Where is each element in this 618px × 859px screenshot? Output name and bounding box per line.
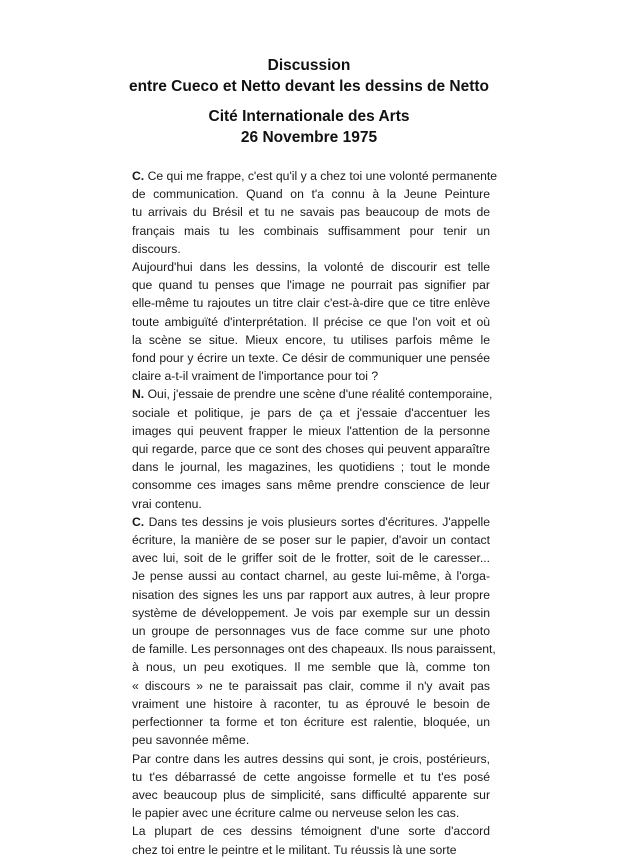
speaker-initial: C. [132,169,145,183]
text-line [132,258,490,276]
text-line [132,695,490,713]
line-text: images qui peuvent frapper le mieux l'attention de la personne [132,423,490,438]
line-text: à nous, un peu exotiques. Il me semble que là, comme ton [132,660,490,675]
line-text: avec beaucoup plus de simplicité, sans difficulté apparente sur [132,787,490,802]
line-text: La plupart de ces dessins témoignent d'une sorte d'accord [132,824,490,839]
speaker-initial: C. [132,514,145,529]
line-text: Je pense aussi au contact charnel, au geste lui-même, à l'orga- [132,569,490,584]
line-text: Ce qui me frappe, c'est qu'il y a chez toi une volonté permanente [144,169,498,183]
text-line [132,640,496,658]
title-line-2: entre Cueco et Netto devant les dessins de Netto [128,78,490,95]
paragraph [132,822,490,858]
text-line [132,531,490,549]
line-text: claire a-t-il vraiment de l'importance pour toi ? [132,369,379,384]
line-text: que quand tu penses que l'image ne pourrait pas signifier par [132,278,490,293]
line-text: dans le journal, les magazines, les quotidiens ; tout le monde [132,460,490,475]
line-text: Par contre dans les autres dessins qui sont, je crois, postérieurs, [132,751,490,766]
text-line [132,731,490,749]
line-text: chez toi entre le peintre et le militant. Tu réussis là une sorte [132,842,457,857]
line-text: écriture, la manière de se poser sur le papier, d'avoir un contact [132,533,490,548]
line-text: système de développement. Je vois par exemple sur un dessin [132,605,490,620]
paragraph [132,513,496,750]
line-text: fond pour y écrire un texte. Ce désir de communiquer une pensée [132,351,490,366]
text-line [132,331,490,349]
paragraph [132,385,493,512]
line-text: vraiment une histoire à raconter, tu as éprouvé le besoin de [132,696,490,711]
date-line: 26 Novembre 1975 [240,129,378,146]
text-line [132,513,490,531]
paragraph [132,750,490,823]
line-text: perfectionner ta forme et ton écriture est ralentie, bloquée, un [132,715,490,730]
text-line [132,804,490,822]
text-line [132,495,490,513]
line-text: tu t'es débarrassé de cette angoisse formelle et tu t'es posé [132,769,490,784]
line-text: consomme ces images sans même prendre conscience de leur [132,478,490,493]
text-line [132,458,490,476]
text-line [132,222,490,240]
paragraph [132,258,490,385]
line-text: peu savonnée même. [132,733,250,748]
title-line-1: Discussion [267,57,351,74]
line-text: la scène se situe. Mieux encore, tu utilises parfois même le [132,332,490,347]
paragraph [132,167,498,258]
line-text: français mais tu les combinais suffisamment pour tenir un [132,223,490,238]
line-text: toute ambiguïté d'interprétation. Il précise ce que l'on voit et où [132,314,490,329]
text-line [132,750,490,768]
line-text: tu arrivais du Brésil et tu ne savais pas beaucoup de mots de [132,205,490,220]
text-line [132,385,493,403]
text-line [132,367,490,385]
line-text: Dans tes dessins je vois plusieurs sortes d'écritures. J'appelle [144,514,490,529]
text-line [132,167,498,185]
text-line [132,276,490,294]
text-line [132,240,490,258]
text-line [132,422,490,440]
text-line [132,567,490,585]
line-text: sociale et politique, je pars de ça et j'essaie d'accentuer les [132,405,490,420]
text-line [132,203,490,221]
line-text: Aujourd'hui dans les dessins, la volonté de discourir est telle [132,260,490,275]
text-line [132,586,490,604]
line-text: nisation des signes les uns par rapport aux autres, à leur propre [132,587,490,602]
line-text: de famille. Les personnages ont des chapeaux. Ils nous paraissent, [132,642,496,657]
text-line [132,677,490,695]
line-text: avec lui, soit de le griffer soit de le frotter, soit de le caresser... [132,551,490,566]
text-line [132,768,490,786]
text-line [132,658,490,676]
line-text: le papier avec une écriture calme ou nerveuse selon les cas. [132,806,460,821]
text-line [132,786,490,804]
text-line [132,549,490,567]
line-text: discours. [132,241,181,256]
text-line [132,604,490,622]
line-text: de communication. Quand on t'a connu à la Jeune Peinture [132,187,490,202]
line-text: Oui, j'essaie de prendre une scène d'une réalité contemporaine, [144,387,493,402]
line-text: elle-même tu rajoutes un titre clair c'est-à-dire que ce titre enlève [132,296,490,311]
text-line [132,822,490,840]
text-line [132,294,490,312]
line-text: qui regarde, parce que ce sont des choses qui peuvent apparaître [132,442,490,457]
text-line [132,313,490,331]
text-line [132,440,490,458]
line-text: vrai contenu. [132,496,202,511]
document-header [0,55,618,148]
text-line [132,841,490,859]
text-line [132,713,490,731]
text-line [132,404,490,422]
venue-line: Cité Internationale des Arts [208,108,410,125]
text-line [132,349,490,367]
document-body [132,167,498,859]
text-line [132,185,490,203]
line-text: « discours » ne te paraissait pas clair, comme il n'y avait pas [132,678,490,693]
text-line [132,476,490,494]
text-line [132,622,490,640]
line-text: un groupe de personnages vus de face comme sur une photo [132,624,490,639]
speaker-initial: N. [132,387,145,402]
